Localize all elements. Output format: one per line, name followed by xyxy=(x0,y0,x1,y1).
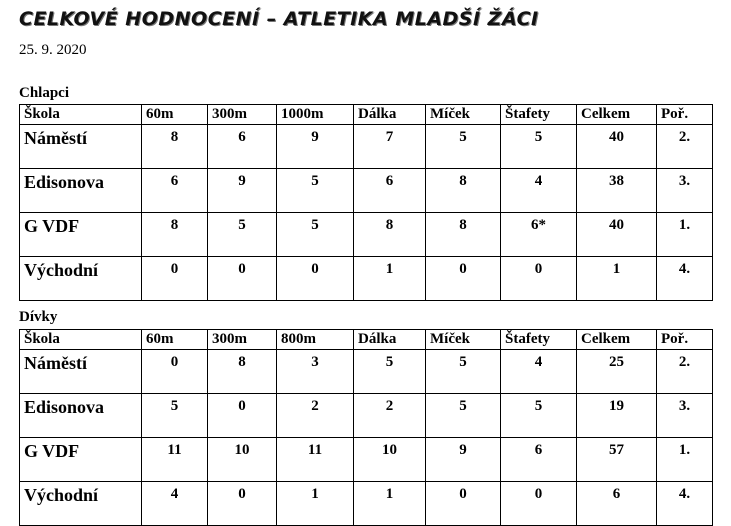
score-cell: 4 xyxy=(501,169,577,213)
header-cell: Míček xyxy=(426,330,501,350)
section-label-boys: Chlapci xyxy=(19,85,70,101)
score-cell: 5 xyxy=(426,125,501,169)
score-cell: 9 xyxy=(208,169,277,213)
header-cell: 60m xyxy=(142,105,208,125)
school-cell: G VDF xyxy=(20,213,142,257)
school-cell: G VDF xyxy=(20,438,142,482)
rank-cell: 1. xyxy=(657,213,713,257)
score-cell: 5 xyxy=(501,394,577,438)
score-cell: 8 xyxy=(354,213,426,257)
score-cell: 0 xyxy=(277,257,354,301)
total-cell: 19 xyxy=(577,394,657,438)
score-cell: 6* xyxy=(501,213,577,257)
score-cell: 0 xyxy=(501,257,577,301)
header-cell: Škola xyxy=(20,105,142,125)
score-cell: 5 xyxy=(208,213,277,257)
score-cell: 5 xyxy=(142,394,208,438)
score-cell: 8 xyxy=(142,213,208,257)
score-cell: 5 xyxy=(426,394,501,438)
score-cell: 5 xyxy=(501,125,577,169)
score-cell: 9 xyxy=(277,125,354,169)
total-cell: 38 xyxy=(577,169,657,213)
date-text: 25. 9. 2020 xyxy=(19,42,87,58)
school-cell: Východní xyxy=(20,257,142,301)
page-title: CELKOVÉ HODNOCENÍ – ATLETIKA MLADŠÍ ŽÁCI xyxy=(19,8,539,30)
table-row xyxy=(20,257,713,301)
header-cell: Celkem xyxy=(577,330,657,350)
score-cell: 11 xyxy=(142,438,208,482)
rank-cell: 3. xyxy=(657,169,713,213)
total-cell: 40 xyxy=(577,125,657,169)
section-label-girls: Dívky xyxy=(19,309,58,325)
school-cell: Edisonova xyxy=(20,169,142,213)
total-cell: 1 xyxy=(577,257,657,301)
score-cell: 4 xyxy=(142,482,208,526)
score-cell: 11 xyxy=(277,438,354,482)
school-cell: Náměstí xyxy=(20,125,142,169)
header-cell: Dálka xyxy=(354,105,426,125)
header-cell: Štafety xyxy=(501,105,577,125)
header-cell: Štafety xyxy=(501,330,577,350)
score-cell: 2 xyxy=(354,394,426,438)
header-cell: 300m xyxy=(208,330,277,350)
school-cell: Edisonova xyxy=(20,394,142,438)
score-cell: 0 xyxy=(501,482,577,526)
header-cell: Poř. xyxy=(657,330,713,350)
score-cell: 0 xyxy=(426,482,501,526)
score-cell: 5 xyxy=(277,169,354,213)
score-cell: 0 xyxy=(142,350,208,394)
score-cell: 4 xyxy=(501,350,577,394)
header-cell: Dálka xyxy=(354,330,426,350)
score-cell: 6 xyxy=(501,438,577,482)
score-cell: 1 xyxy=(354,482,426,526)
score-cell: 9 xyxy=(426,438,501,482)
score-cell: 2 xyxy=(277,394,354,438)
header-cell: Poř. xyxy=(657,105,713,125)
header-cell: Míček xyxy=(426,105,501,125)
header-cell: 300m xyxy=(208,105,277,125)
score-cell: 0 xyxy=(426,257,501,301)
header-cell: Škola xyxy=(20,330,142,350)
score-cell: 5 xyxy=(277,213,354,257)
rank-cell: 2. xyxy=(657,125,713,169)
score-cell: 8 xyxy=(426,169,501,213)
total-cell: 6 xyxy=(577,482,657,526)
table-row xyxy=(20,438,713,482)
score-cell: 6 xyxy=(142,169,208,213)
score-cell: 1 xyxy=(354,257,426,301)
school-cell: Náměstí xyxy=(20,350,142,394)
results-table-boys xyxy=(19,104,713,301)
results-table-girls xyxy=(19,329,713,526)
score-cell: 6 xyxy=(354,169,426,213)
table-header-row xyxy=(20,330,713,350)
header-cell: 1000m xyxy=(277,105,354,125)
score-cell: 10 xyxy=(354,438,426,482)
total-cell: 25 xyxy=(577,350,657,394)
score-cell: 8 xyxy=(426,213,501,257)
score-cell: 8 xyxy=(208,350,277,394)
score-cell: 7 xyxy=(354,125,426,169)
header-cell: 800m xyxy=(277,330,354,350)
score-cell: 8 xyxy=(142,125,208,169)
score-cell: 5 xyxy=(354,350,426,394)
total-cell: 57 xyxy=(577,438,657,482)
score-cell: 0 xyxy=(208,394,277,438)
table-row xyxy=(20,394,713,438)
table-row xyxy=(20,213,713,257)
score-cell: 0 xyxy=(142,257,208,301)
score-cell: 1 xyxy=(277,482,354,526)
school-cell: Východní xyxy=(20,482,142,526)
header-cell: 60m xyxy=(142,330,208,350)
score-cell: 3 xyxy=(277,350,354,394)
rank-cell: 2. xyxy=(657,350,713,394)
score-cell: 0 xyxy=(208,257,277,301)
table-row xyxy=(20,125,713,169)
header-cell: Celkem xyxy=(577,105,657,125)
rank-cell: 4. xyxy=(657,482,713,526)
score-cell: 0 xyxy=(208,482,277,526)
table-header-row xyxy=(20,105,713,125)
total-cell: 40 xyxy=(577,213,657,257)
score-cell: 6 xyxy=(208,125,277,169)
rank-cell: 1. xyxy=(657,438,713,482)
table-row xyxy=(20,350,713,394)
table-row xyxy=(20,169,713,213)
score-cell: 10 xyxy=(208,438,277,482)
table-row xyxy=(20,482,713,526)
rank-cell: 3. xyxy=(657,394,713,438)
rank-cell: 4. xyxy=(657,257,713,301)
score-cell: 5 xyxy=(426,350,501,394)
